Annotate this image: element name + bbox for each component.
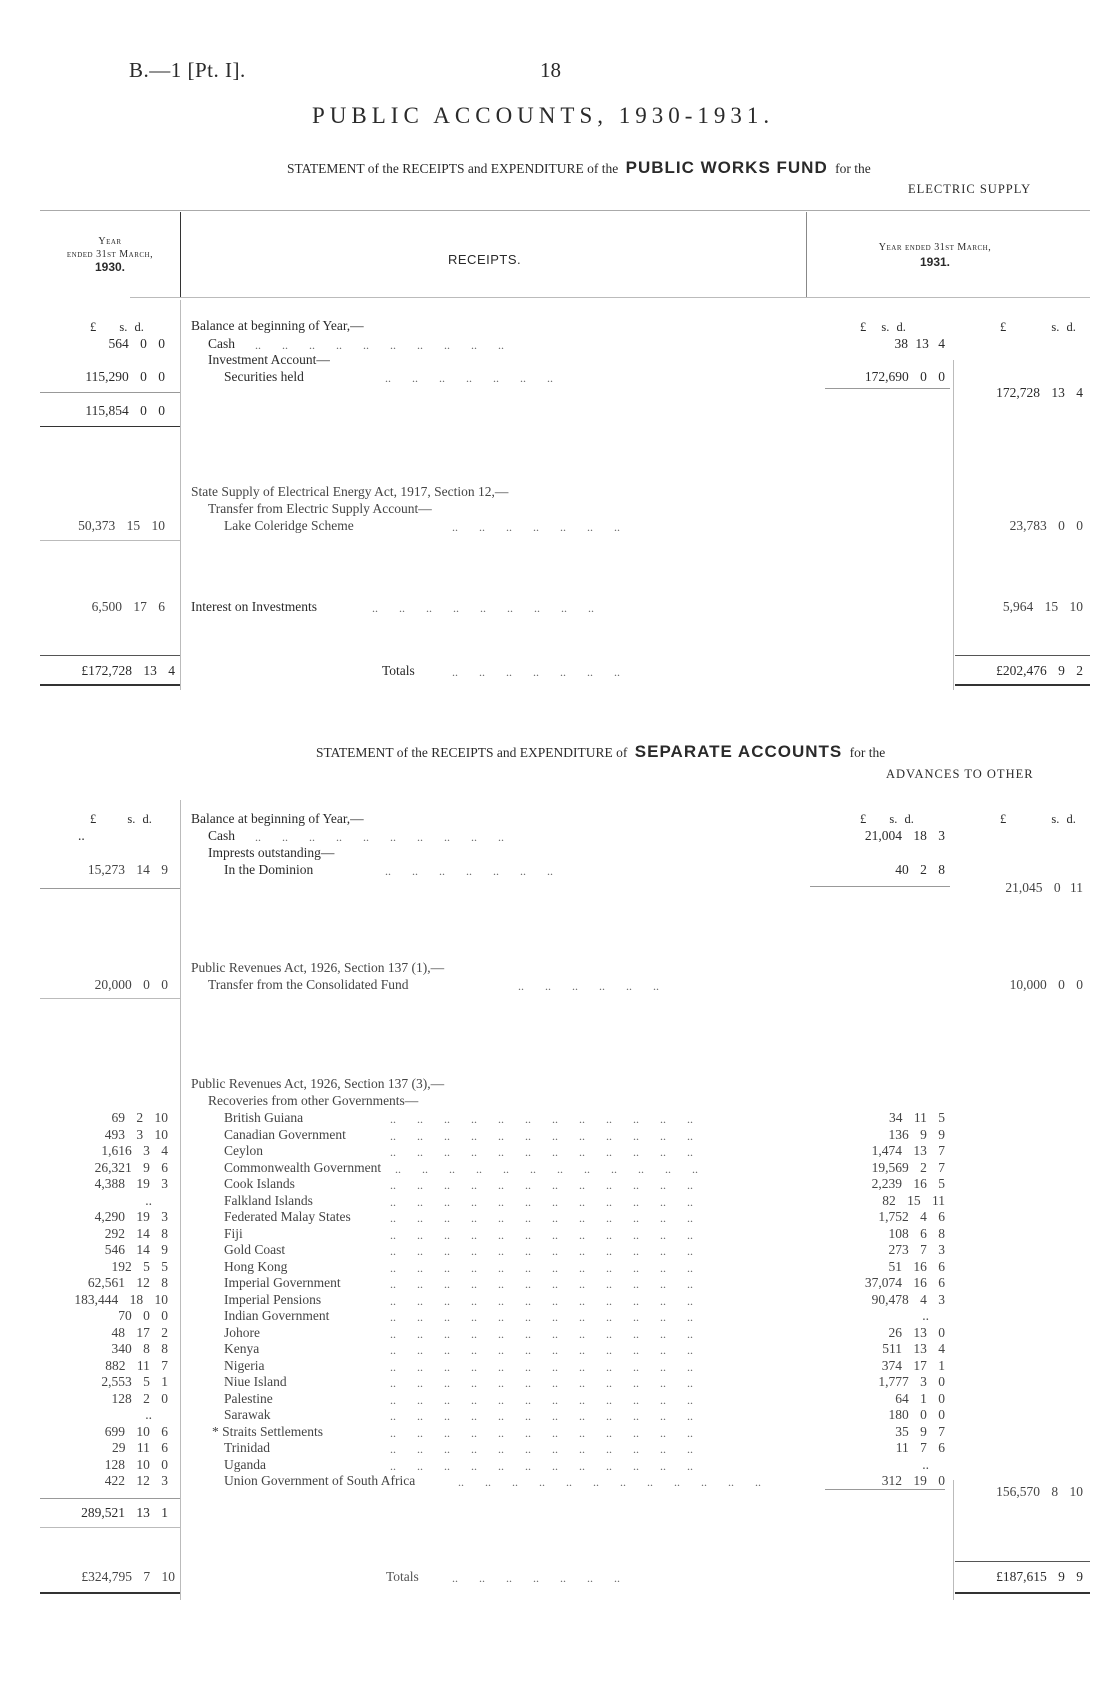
recovery-prev-amount: 546 14 9 [104,1242,168,1257]
s1-totals-prev: £172,728 13 4 [81,663,175,678]
recovery-cur-amount: .. [922,1308,929,1323]
header-left-divider [180,212,181,297]
recovery-label: * Straits Settlements [212,1424,323,1439]
prev-year-header [40,235,180,274]
s2-dominion-cur: 40 2 8 [895,862,945,877]
statement1-sub: ELECTRIC SUPPLY [908,182,1032,196]
s2-balance-cur-total: 21,045 0 11 [1005,880,1083,895]
s1-securities-label: Securities held [224,369,304,384]
s2-cur-units [860,812,914,827]
s2-pra137-1-prev: 20,000 0 0 [94,977,168,992]
recovery-leader: .. .. .. .. .. .. .. .. .. .. .. .. [390,1261,693,1275]
s1-balance-cur-rule [825,388,950,389]
s2-total-units [1000,812,1076,827]
recovery-prev-amount: 70 0 0 [118,1308,168,1323]
page-ref: B.—1 [Pt. I]. [129,58,246,82]
recovery-prev-amount: 882 11 7 [105,1358,168,1373]
unit-s: s. [127,812,136,826]
recovery-cur-amount: 90,478 4 3 [871,1292,945,1307]
s1-totals-bottom-rule-prev [40,684,180,686]
s1-totals-cur: £202,476 9 2 [996,663,1083,678]
recovery-leader: .. .. .. .. .. .. .. .. .. .. .. .. [390,1442,693,1456]
statement2-line [316,742,885,762]
s2-balance-cur-rule [810,886,950,887]
s1-totals-leader: .. .. .. .. .. .. .. [452,665,620,679]
recovery-leader: .. .. .. .. .. .. .. .. .. .. .. .. [390,1294,693,1308]
recovery-label: Canadian Government [224,1127,346,1142]
s1-investment-label: Investment Account— [208,352,330,367]
s2-recoveries-prev-total-rule [40,1527,180,1528]
s2-left-divider [180,800,181,1600]
s2-pra137-3-l1: Public Revenues Act, 1926, Section 137 (3),— [191,1076,445,1091]
recovery-prev-amount: 69 2 10 [111,1110,168,1125]
recovery-label: Kenya [224,1341,260,1356]
recovery-label: Gold Coast [224,1242,286,1257]
s2-pra137-1-rule [40,998,180,999]
unit-d: d. [134,320,144,334]
s1-balance-cur-total: 172,728 13 4 [996,385,1083,400]
recovery-cur-amount: 180 0 0 [888,1407,945,1422]
curr-year-header [820,241,1050,269]
recovery-cur-amount: 511 13 4 [882,1341,945,1356]
s2-totals-top-rule-cur [955,1561,1090,1562]
unit-pound: £ [860,812,867,826]
s1-lake-total: 23,783 0 0 [1009,518,1083,533]
recovery-label: Commonwealth Government [224,1160,382,1175]
s1-state-supply-l2: Transfer from Electric Supply Account— [208,501,432,516]
recovery-leader: .. .. .. .. .. .. .. .. .. .. .. .. [390,1178,693,1192]
recovery-label: Niue Island [224,1374,287,1389]
recovery-prev-amount: 48 17 2 [111,1325,168,1340]
statement1-line [287,158,871,178]
s2-pra137-1-l1: Public Revenues Act, 1926, Section 137 (1),— [191,960,445,975]
recovery-cur-amount: 35 9 7 [895,1424,945,1439]
recovery-prev-amount: 29 11 6 [112,1440,168,1455]
s2-cash-cur: 21,004 18 3 [864,828,945,843]
unit-d: d. [904,812,914,826]
recovery-leader: .. .. .. .. .. .. .. .. .. .. .. .. [390,1228,693,1242]
s2-right-divider [953,1480,954,1600]
unit-pound: £ [1000,320,1007,334]
recovery-prev-amount: 493 3 10 [104,1127,168,1142]
s2-recoveries-cur-rule [825,1489,945,1490]
page-title: PUBLIC ACCOUNTS, 1930-1931. [312,103,775,128]
recovery-label: Falkland Islands [224,1193,313,1208]
s2-cash-prev: .. [78,828,85,843]
s1-total-units [1000,320,1076,335]
s1-balance-prev-total: 115,854 0 0 [85,403,165,418]
recovery-leader: .. .. .. .. .. .. .. .. .. .. .. .. [390,1343,693,1357]
recovery-prev-amount: .. [145,1407,152,1422]
s1-interest-leader: .. .. .. .. .. .. .. .. .. [372,601,594,615]
recovery-cur-amount: 136 9 9 [888,1127,945,1142]
recovery-leader: .. .. .. .. .. .. .. .. .. .. .. .. [458,1475,761,1489]
s2-dominion-prev: 15,273 14 9 [87,862,168,877]
recovery-cur-amount: 19,569 2 7 [871,1160,945,1175]
recovery-label: British Guiana [224,1110,304,1125]
s2-pra137-1-leader: .. .. .. .. .. .. [518,979,659,993]
statement2-sub: ADVANCES TO OTHER [886,767,1034,781]
unit-s: s. [889,812,898,826]
s1-totals-bottom-rule-cur [955,684,1090,686]
s2-cash-label: Cash [208,828,235,843]
recovery-cur-amount: 11 7 6 [895,1440,945,1455]
s1-securities-leader: .. .. .. .. .. .. .. [385,371,553,385]
s2-pra137-3-l2: Recoveries from other Governments— [208,1093,419,1108]
recovery-label: Palestine [224,1391,273,1406]
recovery-cur-amount: 2,239 16 5 [871,1176,945,1191]
recovery-leader: .. .. .. .. .. .. .. .. .. .. .. .. [390,1426,693,1440]
unit-s: s. [119,320,128,334]
unit-pound: £ [90,320,97,334]
recovery-label: Union Government of South Africa [224,1473,416,1488]
s1-lake-rule [40,540,180,541]
s1-lake-prev: 50,373 15 10 [78,518,165,533]
prev-year-header-year: 1930. [94,260,126,274]
s1-cash-label: Cash [208,336,235,351]
unit-s: s. [1051,812,1060,826]
s2-totals-bottom-rule-prev [40,1592,180,1594]
s2-cash-leader: .. .. .. .. .. .. .. .. .. .. [255,830,504,844]
s1-totals-top-rule-prev [40,655,180,656]
s2-totals-bottom-rule-cur [955,1592,1090,1594]
prev-year-header-l1: Year [98,236,122,247]
recovery-leader: .. .. .. .. .. .. .. .. .. .. .. .. [390,1409,693,1423]
recovery-cur-amount: 26 13 0 [888,1325,945,1340]
recovery-cur-amount: 1,474 13 7 [871,1143,945,1158]
recovery-label: Cook Islands [224,1176,295,1191]
s1-interest-total: 5,964 15 10 [1002,599,1083,614]
s2-dominion-leader: .. .. .. .. .. .. .. [385,864,553,878]
s1-cash-cur: 38 13 4 [894,336,945,351]
recovery-leader: .. .. .. .. .. .. .. .. .. .. .. .. [390,1277,693,1291]
recovery-prev-amount: 292 14 8 [104,1226,168,1241]
recovery-leader: .. .. .. .. .. .. .. .. .. .. .. .. [390,1244,693,1258]
statement2-suffix: for the [849,745,886,760]
s1-state-supply-l1: State Supply of Electrical Energy Act, 1917, Section 12,— [191,484,509,499]
recovery-leader: .. .. .. .. .. .. .. .. .. .. .. .. [395,1162,698,1176]
recovery-leader: .. .. .. .. .. .. .. .. .. .. .. .. [390,1129,693,1143]
recovery-label: Hong Kong [224,1259,288,1274]
recovery-prev-amount: 1,616 3 4 [101,1143,168,1158]
s2-pra137-1-l2: Transfer from the Consolidated Fund [208,977,409,992]
curr-year-header-year: 1931. [919,255,951,269]
unit-d: d. [142,812,152,826]
recovery-label: Uganda [224,1457,266,1472]
s2-totals-prev: £324,795 7 10 [81,1569,175,1584]
recovery-prev-amount: 62,561 12 8 [87,1275,168,1290]
header-bottom-rule [130,297,1090,298]
recovery-leader: .. .. .. .. .. .. .. .. .. .. .. .. [390,1360,693,1374]
recovery-cur-amount: 51 16 6 [888,1259,945,1274]
receipts-header: RECEIPTS. [448,252,522,267]
recovery-cur-amount: 374 17 1 [881,1358,945,1373]
s1-prev-units [90,320,144,335]
recovery-leader: .. .. .. .. .. .. .. .. .. .. .. .. [390,1112,693,1126]
s1-totals-top-rule-cur [955,655,1090,656]
unit-d: d. [896,320,906,334]
unit-s: s. [1051,320,1060,334]
recovery-prev-amount: 4,388 19 3 [94,1176,168,1191]
s1-interest-label: Interest on Investments [191,599,317,614]
recovery-cur-amount: 82 15 11 [882,1193,945,1208]
recovery-label: Trinidad [224,1440,271,1455]
s1-lake-leader: .. .. .. .. .. .. .. [452,520,620,534]
recovery-label: Fiji [224,1226,243,1241]
unit-pound: £ [1000,812,1007,826]
s1-lake-label: Lake Coleridge Scheme [224,518,354,533]
recovery-label: Imperial Pensions [224,1292,322,1307]
recovery-leader: .. .. .. .. .. .. .. .. .. .. .. .. [390,1393,693,1407]
recovery-leader: .. .. .. .. .. .. .. .. .. .. .. .. [390,1211,693,1225]
page-number: 18 [540,58,561,82]
recovery-label: Federated Malay States [224,1209,351,1224]
recovery-prev-amount: 128 10 0 [104,1457,168,1472]
statement2-prefix: STATEMENT of the RECEIPTS and EXPENDITURE of [316,745,628,760]
recovery-label: Imperial Government [224,1275,341,1290]
recovery-cur-amount: .. [922,1457,929,1472]
s2-dominion-prev-rule [40,888,180,889]
prev-year-header-l2: ended 31st March, [66,249,154,260]
statement2-name: SEPARATE ACCOUNTS [634,742,843,761]
recovery-prev-amount: .. [145,1193,152,1208]
unit-d: d. [1066,320,1076,334]
recovery-label: Nigeria [224,1358,265,1373]
s2-balance-label: Balance at beginning of Year,— [191,811,364,826]
header-top-rule [40,210,1090,211]
statement1-prefix: STATEMENT of the RECEIPTS and EXPENDITURE of the [287,161,619,176]
recovery-prev-amount: 128 2 0 [111,1391,168,1406]
s2-recoveries-prev-rule [40,1498,180,1499]
s1-balance-prev-total-rule [40,426,180,427]
recovery-cur-amount: 37,074 16 6 [864,1275,945,1290]
recovery-label: Sarawak [224,1407,271,1422]
s2-dominion-label: In the Dominion [224,862,314,877]
s2-totals-leader: .. .. .. .. .. .. .. [452,1571,620,1585]
s1-cur-units [860,320,906,335]
recovery-leader: .. .. .. .. .. .. .. .. .. .. .. .. [390,1195,693,1209]
recovery-prev-amount: 26,321 9 6 [94,1160,168,1175]
recovery-cur-amount: 108 6 8 [888,1226,945,1241]
curr-year-header-l1: Year ended 31st March, [878,242,992,253]
s1-interest-prev: 6,500 17 6 [91,599,165,614]
header-right-divider [806,212,807,297]
recovery-prev-amount: 422 12 3 [104,1473,168,1488]
s1-cash-prev: 564 0 0 [108,336,165,351]
unit-s: s. [881,320,890,334]
unit-pound: £ [90,812,97,826]
recovery-prev-amount: 340 8 8 [111,1341,168,1356]
s2-totals-cur: £187,615 9 9 [996,1569,1083,1584]
s2-recoveries-cur-total: 156,570 8 10 [996,1484,1083,1499]
recovery-leader: .. .. .. .. .. .. .. .. .. .. .. .. [390,1459,693,1473]
recovery-prev-amount: 4,290 19 3 [94,1209,168,1224]
unit-pound: £ [860,320,867,334]
s1-balance-prev-rule [40,392,180,393]
unit-d: d. [1066,812,1076,826]
statement1-fund: PUBLIC WORKS FUND [625,158,828,177]
recovery-leader: .. .. .. .. .. .. .. .. .. .. .. .. [390,1327,693,1341]
recovery-leader: .. .. .. .. .. .. .. .. .. .. .. .. [390,1310,693,1324]
s1-balance-label: Balance at beginning of Year,— [191,318,364,333]
recovery-leader: .. .. .. .. .. .. .. .. .. .. .. .. [390,1376,693,1390]
recovery-cur-amount: 312 19 0 [881,1473,945,1488]
s2-pra137-1-total: 10,000 0 0 [1009,977,1083,992]
s1-totals-label: Totals [382,663,415,678]
statement1-suffix: for the [835,161,871,176]
recovery-cur-amount: 34 11 5 [889,1110,945,1125]
recovery-label: Johore [224,1325,260,1340]
s1-securities-prev: 115,290 0 0 [85,369,165,384]
recovery-leader: .. .. .. .. .. .. .. .. .. .. .. .. [390,1145,693,1159]
recovery-cur-amount: 1,777 3 0 [878,1374,945,1389]
recovery-cur-amount: 273 7 3 [888,1242,945,1257]
s2-totals-label: Totals [386,1569,419,1584]
s2-prev-units [90,812,152,827]
recovery-cur-amount: 1,752 4 6 [878,1209,945,1224]
recovery-prev-amount: 183,444 18 10 [74,1292,168,1307]
recovery-label: Indian Government [224,1308,330,1323]
s2-recoveries-prev-total: 289,521 13 1 [81,1505,168,1520]
s1-left-divider [180,300,181,690]
s1-cash-leader: .. .. .. .. .. .. .. .. .. .. [255,338,504,352]
s2-imprests-label: Imprests outstanding— [208,845,335,860]
recovery-label: Ceylon [224,1143,263,1158]
recovery-prev-amount: 192 5 5 [111,1259,168,1274]
recovery-prev-amount: 2,553 5 1 [101,1374,168,1389]
recovery-cur-amount: 64 1 0 [895,1391,945,1406]
s1-securities-cur: 172,690 0 0 [864,369,945,384]
s1-right-divider [953,360,954,690]
recovery-prev-amount: 699 10 6 [104,1424,168,1439]
